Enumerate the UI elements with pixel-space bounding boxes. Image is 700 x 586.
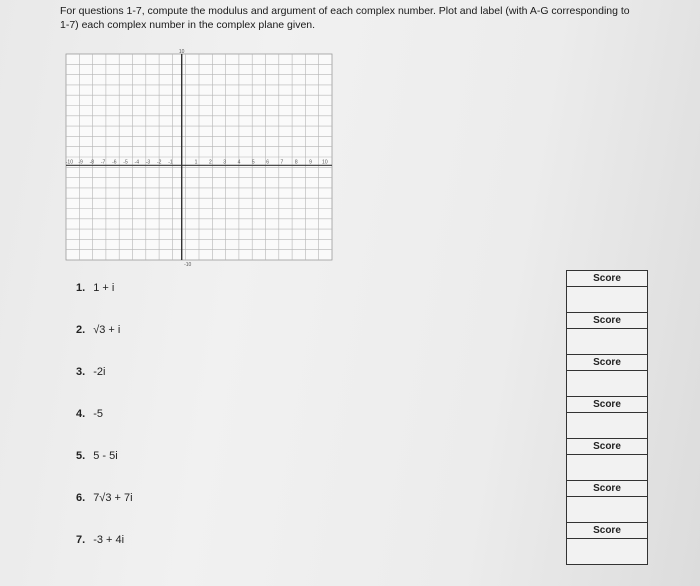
score-box-7[interactable]	[567, 523, 647, 564]
x-tick-label: 6	[266, 159, 269, 166]
question-number: 1.	[76, 282, 86, 294]
question-expression: -5	[93, 408, 103, 420]
question-6	[76, 492, 133, 504]
question-3	[76, 366, 105, 378]
score-column	[566, 270, 648, 565]
instructions: For questions 1-7, compute the modulus and argument of each complex number. Plot and label (with A-G corresponding to 1-7) each complex number in the complex plane given.	[60, 5, 630, 31]
question-expression: -3 + 4i	[93, 534, 125, 546]
x-tick-label: -5	[123, 159, 128, 166]
question-expression: 1 + i	[93, 282, 115, 294]
x-tick-label: 4	[237, 159, 241, 166]
question-4	[76, 408, 103, 420]
x-tick-label: -6	[112, 159, 117, 166]
question-2	[76, 324, 120, 336]
x-tick-label: 10	[322, 159, 328, 166]
score-label: Score	[567, 397, 647, 413]
question-expression: √3 + i	[93, 324, 121, 336]
score-box-2[interactable]	[567, 313, 647, 355]
y-tick-label-top: 10	[178, 49, 185, 55]
score-label: Score	[567, 523, 647, 539]
complex-plane-grid[interactable]	[62, 46, 337, 268]
score-box-4[interactable]	[567, 397, 647, 439]
y-tick-label-bottom: -10	[184, 262, 192, 268]
question-expression: -2i	[93, 366, 106, 378]
x-tick-label: -1	[168, 159, 173, 166]
x-tick-label: -10	[65, 159, 73, 166]
score-label: Score	[567, 355, 647, 371]
x-tick-label: 1	[194, 159, 198, 166]
question-7	[76, 534, 124, 546]
score-box-5[interactable]	[567, 439, 647, 481]
x-tick-label: 2	[208, 159, 212, 166]
question-expression: 5 - 5i	[93, 450, 118, 462]
x-tick-label: -3	[145, 159, 151, 166]
x-tick-label: -4	[134, 159, 139, 166]
question-number: 7.	[76, 534, 86, 546]
x-tick-label: -9	[78, 159, 83, 166]
question-number: 5.	[76, 450, 86, 462]
score-box-1[interactable]	[567, 271, 647, 313]
question-5	[76, 450, 118, 462]
x-tick-label: 8	[294, 159, 298, 166]
score-label: Score	[567, 439, 647, 455]
x-tick-label: 9	[309, 159, 312, 166]
question-1	[76, 282, 114, 294]
question-expression: 7√3 + 7i	[93, 492, 133, 504]
score-label: Score	[567, 313, 647, 329]
x-tick-label: -2	[157, 159, 162, 166]
score-label: Score	[567, 271, 647, 287]
question-number: 6.	[76, 492, 86, 504]
score-label: Score	[567, 481, 647, 497]
score-box-6[interactable]	[567, 481, 647, 523]
question-number: 2.	[76, 324, 86, 336]
x-tick-label: 7	[280, 159, 284, 166]
x-tick-label: -7	[100, 159, 106, 166]
score-box-3[interactable]	[567, 355, 647, 397]
x-tick-label: 5	[251, 159, 255, 166]
x-tick-label: 3	[223, 159, 227, 166]
x-tick-label: -8	[89, 159, 95, 166]
question-number: 4.	[76, 408, 86, 420]
question-number: 3.	[76, 366, 86, 378]
